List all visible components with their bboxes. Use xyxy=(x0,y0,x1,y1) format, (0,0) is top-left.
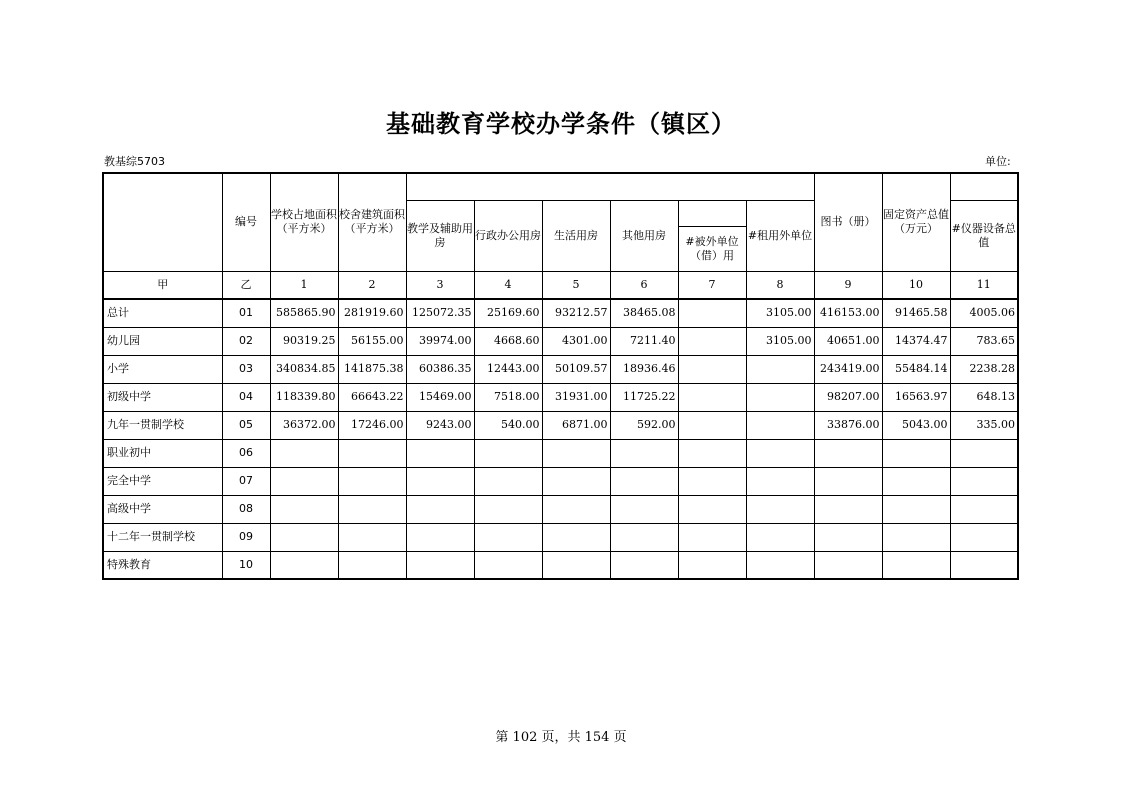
row-value: 416153.00 xyxy=(814,299,882,327)
row-value: 6871.00 xyxy=(542,411,610,439)
row-value: 56155.00 xyxy=(338,327,406,355)
row-value xyxy=(338,495,406,523)
row-value xyxy=(678,327,746,355)
row-value: 98207.00 xyxy=(814,383,882,411)
row-name: 特殊教育 xyxy=(103,551,222,579)
header-code: 编号 xyxy=(222,173,270,271)
table-row xyxy=(103,523,1018,551)
row-value xyxy=(882,523,950,551)
row-name: 初级中学 xyxy=(103,383,222,411)
index-cell: 6 xyxy=(610,271,678,299)
row-value: 4301.00 xyxy=(542,327,610,355)
row-value: 7518.00 xyxy=(474,383,542,411)
row-value: 340834.85 xyxy=(270,355,338,383)
row-value xyxy=(814,523,882,551)
row-value xyxy=(746,551,814,579)
row-value: 55484.14 xyxy=(882,355,950,383)
row-value xyxy=(950,551,1018,579)
row-value xyxy=(406,439,474,467)
row-value xyxy=(746,467,814,495)
row-value xyxy=(678,467,746,495)
row-value xyxy=(814,551,882,579)
index-cell: 2 xyxy=(338,271,406,299)
row-value xyxy=(950,495,1018,523)
row-value xyxy=(814,467,882,495)
row-name: 完全中学 xyxy=(103,467,222,495)
row-value: 25169.60 xyxy=(474,299,542,327)
header-group-blank xyxy=(406,173,814,200)
row-name: 总计 xyxy=(103,299,222,327)
row-value: 540.00 xyxy=(474,411,542,439)
row-value xyxy=(338,551,406,579)
row-code: 04 xyxy=(222,383,270,411)
row-code: 08 xyxy=(222,495,270,523)
row-value xyxy=(610,439,678,467)
table-row xyxy=(103,439,1018,467)
header-building-area: 校舍建筑面积（平方米） xyxy=(338,173,406,271)
row-value xyxy=(746,523,814,551)
row-name: 九年一贯制学校 xyxy=(103,411,222,439)
row-value xyxy=(746,355,814,383)
table-row xyxy=(103,495,1018,523)
row-value xyxy=(882,551,950,579)
row-value xyxy=(474,551,542,579)
row-value xyxy=(542,439,610,467)
row-value xyxy=(474,523,542,551)
header-rented: #租用外单位 xyxy=(746,200,814,271)
row-value xyxy=(270,467,338,495)
row-value: 17246.00 xyxy=(338,411,406,439)
row-value xyxy=(746,411,814,439)
header-equipment: #仪器设备总值 xyxy=(950,200,1018,271)
row-value xyxy=(270,523,338,551)
row-value xyxy=(882,495,950,523)
row-value: 7211.40 xyxy=(610,327,678,355)
row-value: 40651.00 xyxy=(814,327,882,355)
index-cell: 8 xyxy=(746,271,814,299)
row-value: 281919.60 xyxy=(338,299,406,327)
row-value xyxy=(542,495,610,523)
row-value xyxy=(474,467,542,495)
header-lent-blank xyxy=(678,200,746,226)
row-value: 36372.00 xyxy=(270,411,338,439)
header-fixed-assets: 固定资产总值（万元） xyxy=(882,173,950,271)
row-value: 592.00 xyxy=(610,411,678,439)
row-value xyxy=(610,523,678,551)
row-value xyxy=(474,439,542,467)
row-value xyxy=(338,523,406,551)
page-title: 基础教育学校办学条件（镇区） xyxy=(386,109,736,138)
row-value: 91465.58 xyxy=(882,299,950,327)
index-cell: 4 xyxy=(474,271,542,299)
row-value: 31931.00 xyxy=(542,383,610,411)
row-value: 3105.00 xyxy=(746,299,814,327)
row-value xyxy=(678,411,746,439)
unit-label: 单位: xyxy=(985,155,1011,168)
header-other: 其他用房 xyxy=(610,200,678,271)
row-name: 职业初中 xyxy=(103,439,222,467)
index-cell: 5 xyxy=(542,271,610,299)
row-value xyxy=(610,467,678,495)
row-value xyxy=(746,383,814,411)
row-value: 60386.35 xyxy=(406,355,474,383)
header-blank-right xyxy=(950,173,1018,200)
row-value xyxy=(678,523,746,551)
row-value: 648.13 xyxy=(950,383,1018,411)
row-value xyxy=(270,439,338,467)
row-value: 14374.47 xyxy=(882,327,950,355)
row-value: 9243.00 xyxy=(406,411,474,439)
row-value xyxy=(678,439,746,467)
row-value xyxy=(474,495,542,523)
row-value: 243419.00 xyxy=(814,355,882,383)
row-value: 141875.38 xyxy=(338,355,406,383)
row-value: 11725.22 xyxy=(610,383,678,411)
index-row xyxy=(103,271,1018,299)
index-cell: 3 xyxy=(406,271,474,299)
row-code: 05 xyxy=(222,411,270,439)
table-row xyxy=(103,467,1018,495)
row-value: 585865.90 xyxy=(270,299,338,327)
row-value xyxy=(270,551,338,579)
row-value: 39974.00 xyxy=(406,327,474,355)
table-row xyxy=(103,327,1018,355)
row-value xyxy=(882,467,950,495)
page-footer: 第 102 页，共 154 页 xyxy=(495,730,627,745)
row-value xyxy=(678,299,746,327)
row-value: 50109.57 xyxy=(542,355,610,383)
table-row xyxy=(103,299,1018,327)
row-value: 335.00 xyxy=(950,411,1018,439)
row-value xyxy=(678,355,746,383)
row-value xyxy=(338,467,406,495)
index-cell: 7 xyxy=(678,271,746,299)
row-value: 18936.46 xyxy=(610,355,678,383)
row-value: 4668.60 xyxy=(474,327,542,355)
header-books: 图书（册） xyxy=(814,173,882,271)
row-value: 5043.00 xyxy=(882,411,950,439)
row-value: 125072.35 xyxy=(406,299,474,327)
row-value xyxy=(678,551,746,579)
row-value xyxy=(338,439,406,467)
header-lent: #被外单位（借）用 xyxy=(678,226,746,271)
row-code: 01 xyxy=(222,299,270,327)
index-cell: 10 xyxy=(882,271,950,299)
data-table xyxy=(102,172,1019,580)
index-cell: 9 xyxy=(814,271,882,299)
table-row xyxy=(103,383,1018,411)
header-name xyxy=(103,173,222,271)
row-code: 02 xyxy=(222,327,270,355)
row-value xyxy=(814,495,882,523)
row-value: 16563.97 xyxy=(882,383,950,411)
row-value: 90319.25 xyxy=(270,327,338,355)
row-value: 38465.08 xyxy=(610,299,678,327)
row-value xyxy=(678,495,746,523)
row-value xyxy=(882,439,950,467)
row-value: 2238.28 xyxy=(950,355,1018,383)
row-value xyxy=(950,523,1018,551)
row-value xyxy=(542,551,610,579)
index-cell: 1 xyxy=(270,271,338,299)
table-row xyxy=(103,355,1018,383)
row-value xyxy=(746,495,814,523)
row-value: 783.65 xyxy=(950,327,1018,355)
row-code: 10 xyxy=(222,551,270,579)
row-value: 118339.80 xyxy=(270,383,338,411)
row-value xyxy=(270,495,338,523)
table-row xyxy=(103,411,1018,439)
row-value xyxy=(406,523,474,551)
row-value xyxy=(678,383,746,411)
row-value: 12443.00 xyxy=(474,355,542,383)
row-value xyxy=(542,467,610,495)
row-value xyxy=(950,439,1018,467)
table-body xyxy=(103,299,1018,579)
row-value xyxy=(542,523,610,551)
index-cell: 乙 xyxy=(222,271,270,299)
row-name: 小学 xyxy=(103,355,222,383)
index-cell: 11 xyxy=(950,271,1018,299)
row-value: 4005.06 xyxy=(950,299,1018,327)
row-value xyxy=(406,467,474,495)
row-value: 3105.00 xyxy=(746,327,814,355)
row-name: 高级中学 xyxy=(103,495,222,523)
row-value xyxy=(950,467,1018,495)
row-name: 十二年一贯制学校 xyxy=(103,523,222,551)
table-row xyxy=(103,551,1018,579)
row-value: 33876.00 xyxy=(814,411,882,439)
header-living: 生活用房 xyxy=(542,200,610,271)
row-value: 15469.00 xyxy=(406,383,474,411)
header-admin: 行政办公用房 xyxy=(474,200,542,271)
row-value xyxy=(746,439,814,467)
row-value: 66643.22 xyxy=(338,383,406,411)
header-land-area: 学校占地面积（平方米） xyxy=(270,173,338,271)
row-code: 09 xyxy=(222,523,270,551)
table-code: 教基综5703 xyxy=(104,155,165,168)
row-code: 06 xyxy=(222,439,270,467)
row-value xyxy=(610,495,678,523)
row-value xyxy=(406,495,474,523)
row-value: 93212.57 xyxy=(542,299,610,327)
header-teaching: 教学及辅助用房 xyxy=(406,200,474,271)
row-value xyxy=(406,551,474,579)
row-code: 03 xyxy=(222,355,270,383)
row-code: 07 xyxy=(222,467,270,495)
row-value xyxy=(610,551,678,579)
index-cell: 甲 xyxy=(103,271,222,299)
row-value xyxy=(814,439,882,467)
row-name: 幼儿园 xyxy=(103,327,222,355)
